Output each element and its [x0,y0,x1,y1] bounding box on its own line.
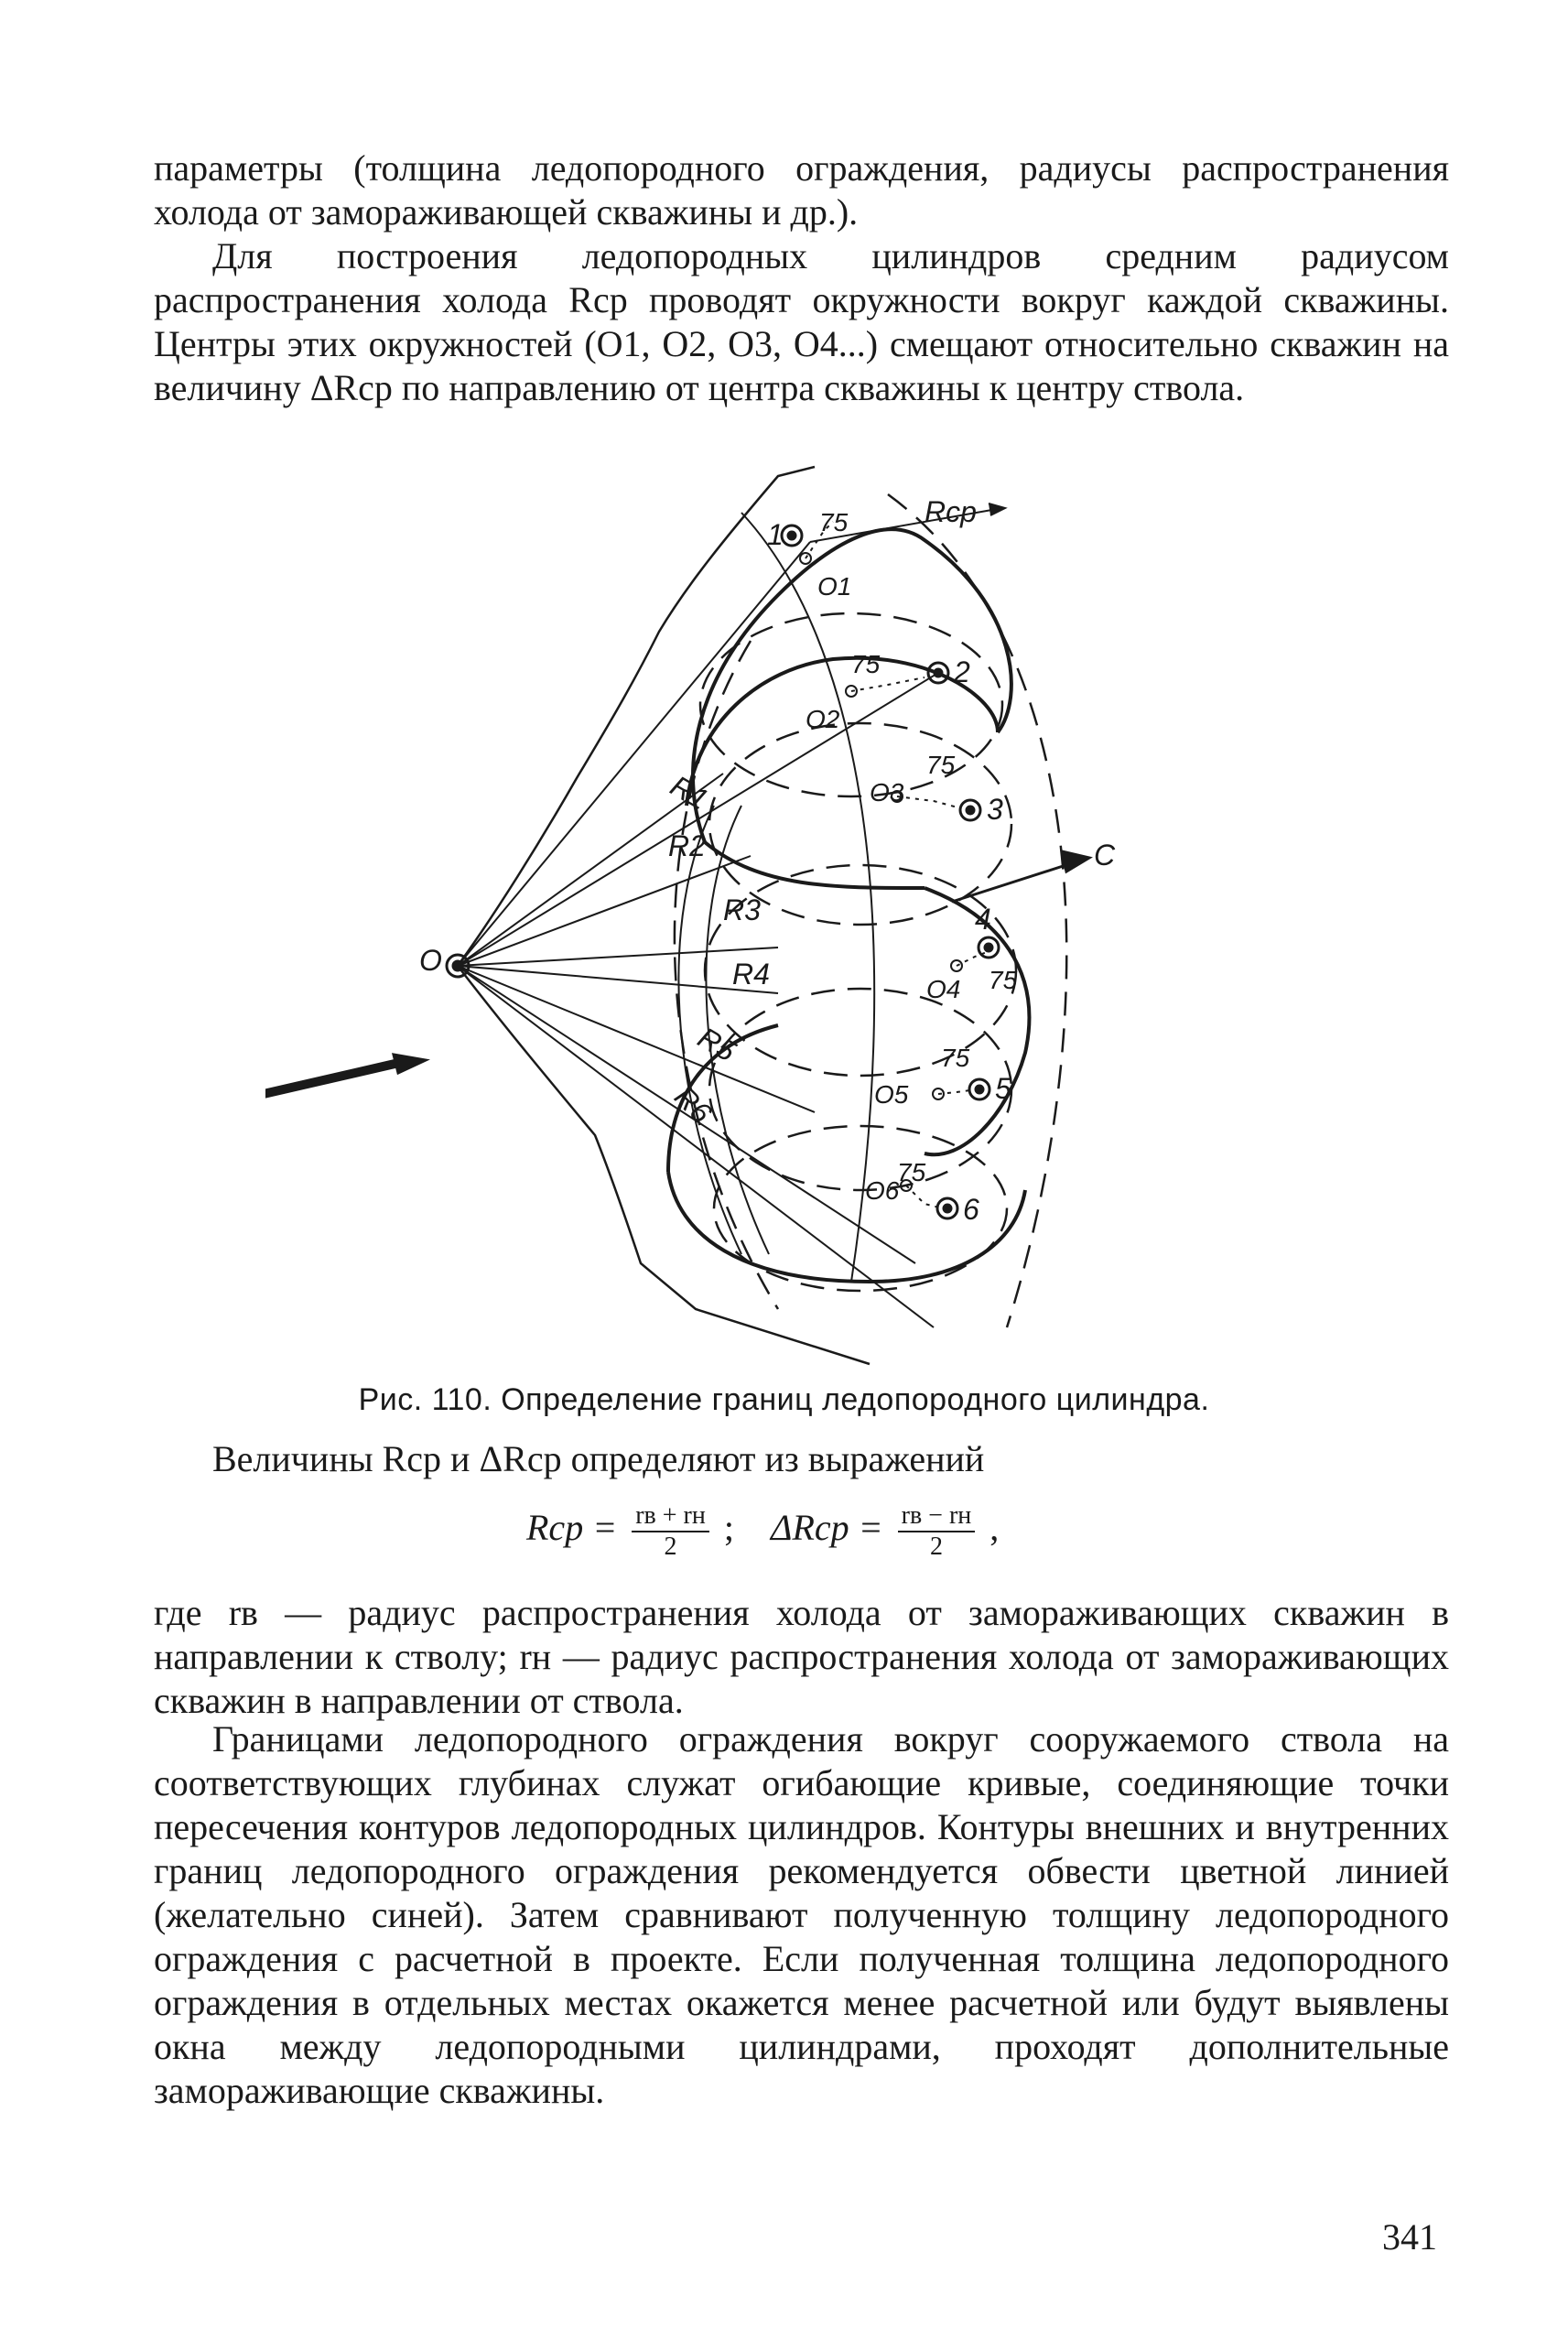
label-dist-3: 75 [926,751,956,779]
formula-lhs-1: Rср = [526,1507,618,1549]
formula [526,1501,999,1575]
label-rcp: Rср [925,495,977,528]
label-o3: O3 [870,778,904,807]
label-dist-1: 75 [819,508,849,536]
fraction-2 [898,1501,976,1562]
label-r4: R4 [732,958,770,991]
paragraph-boundaries: Границами ледопородного ограждения вокруг сооружаемого ствола на соответствующих глубинах служат огибающие кривые, соединяющие точки пересечения контуров ледопородных цилиндров. Контуры внешних и внутренних границ ледопородного ограждения рекомендуется обвести цветной линией (желательно синей). Затем сравнивают полученную толщину ледопородного ограждения с расчетной в проекте. Если полученная толщина ледопородного ограждения в отдельных местах окажется менее расчетной или будут выявлены окна между ледопородными цилиндрами, проходят дополнительные замораживающие скважины. [154,1718,1449,2111]
label-o2: O2 [806,705,840,733]
fraction-2-numerator: rв − rн [898,1501,976,1532]
label-well-6: 6 [963,1193,979,1226]
formula-lhs-2: ΔRср = [770,1507,883,1549]
fraction-1-numerator: rв + rн [632,1501,709,1532]
label-o5: O5 [874,1080,909,1109]
paragraph-definitions: где rв — радиус распространения холода от замораживающих скважин в направлении к стволу; rн — радиус распространения холода от замораживающих скважин в направлении от ствола. [154,1592,1449,1721]
label-well-4: 4 [975,903,991,936]
fraction-2-denominator: 2 [929,1532,943,1561]
label-o4: O4 [926,975,961,1003]
label-o1: O1 [817,572,852,601]
label-r6: R6 [668,1079,719,1130]
label-r2: R2 [668,829,706,862]
fraction-1-denominator: 2 [664,1532,677,1561]
label-dist-5: 75 [941,1044,970,1072]
entry-arrow [265,1055,426,1094]
label-dist-6: 75 [897,1158,926,1186]
formula-separator: ; [723,1507,734,1549]
paragraph-intro: параметры (толщина ледопородного ограждения, радиусы распространения холода от замораживающей скважины и др.). [154,147,1449,233]
ice-cylinder-diagram [265,458,1327,1382]
rock-outline [458,467,870,1364]
fraction-1 [632,1501,709,1562]
well-arc [678,513,874,1282]
label-r3: R3 [723,893,761,926]
label-well-3: 3 [987,793,1003,826]
label-well-2: 2 [954,655,970,688]
label-r1: R1 [665,768,714,817]
label-r5: R5 [692,1020,741,1068]
formula-end: , [989,1507,1000,1549]
label-o6: O6 [865,1176,900,1205]
figure-caption: Рис. 110. Определение границ ледопородного цилиндра. [358,1382,1210,1417]
label-well-1: 1 [767,518,784,551]
figure-110 [265,458,1327,1382]
page-number: 341 [1382,2216,1437,2258]
label-well-5: 5 [995,1072,1011,1105]
label-dist-2: 75 [851,650,881,678]
label-center: O [419,944,442,977]
label-dist-4: 75 [989,966,1018,994]
paragraph-formula-intro: Величины Rср и ΔRср определяют из выражений [212,1438,985,1479]
label-direction: C [1094,839,1116,872]
direction-arrow-c [952,851,1089,902]
paragraph-construction: Для построения ледопородных цилиндров средним радиусом распространения холода Rср проводят окружности вокруг каждой скважины. Центры этих окружностей (O1, O2, O3, O4...) смещают относительно скважин на величину ΔRср по направлению от центра скважины к центру ствола. [154,235,1449,408]
